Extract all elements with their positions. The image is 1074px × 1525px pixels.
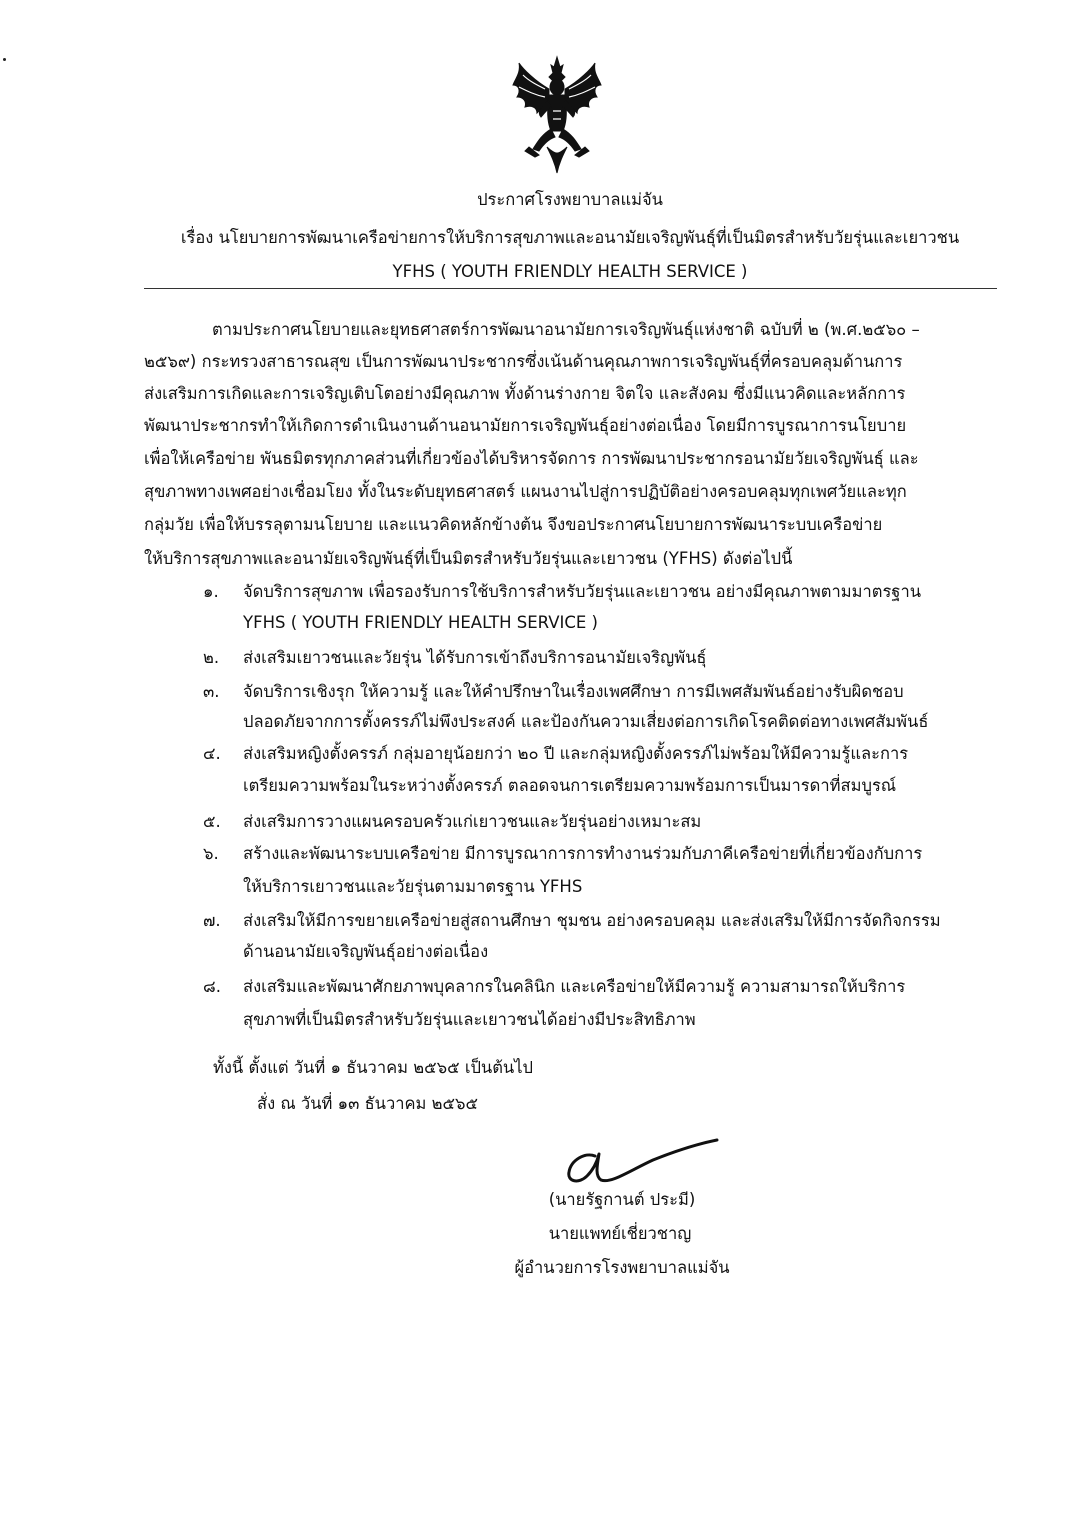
item-number: ๕. <box>203 812 221 831</box>
paragraph-line: เพื่อให้เครือข่าย พันธมิตรทุกภาคส่วนที่เกี่ยวข้องได้บริหารจัดการ การพัฒนาประชากรอนามัยวัยเจริญพันธุ์ และ <box>144 449 919 468</box>
signatory-name: (นายรัฐกานต์ ประมี) <box>548 1190 696 1209</box>
signatory-role: ผู้อำนวยการโรงพยาบาลแม่จัน <box>514 1258 730 1277</box>
signature-mark <box>561 1136 721 1188</box>
item-line: ส่งเสริมเยาวชนและวัยรุ่น ได้รับการเข้าถึงบริการอนามัยเจริญพันธุ์ <box>243 648 707 667</box>
item-line: ให้บริการเยาวชนและวัยรุ่นตามมาตรฐาน YFHS <box>243 877 583 896</box>
item-line: สุขภาพที่เป็นมิตรสำหรับวัยรุ่นและเยาวชนได้อย่างมีประสิทธิภาพ <box>243 1010 696 1029</box>
item-line: เตรียมความพร้อมในระหว่างตั้งครรภ์ ตลอดจนการเตรียมความพร้อมการเป็นมารดาที่สมบูรณ์ <box>243 776 897 795</box>
garuda-emblem-icon <box>511 55 603 175</box>
item-number: ๔. <box>203 744 221 763</box>
item-number: ๓. <box>203 682 220 701</box>
announcement-abbreviation: YFHS ( YOUTH FRIENDLY HEALTH SERVICE ) <box>392 262 748 281</box>
paragraph-line: ๒๕๖๙) กระทรวงสาธารณสุข เป็นการพัฒนาประชากรซึ่งเน้นด้านคุณภาพการเจริญพันธุ์ที่ครอบคลุมด้านการ <box>144 352 903 371</box>
item-line: สร้างและพัฒนาระบบเครือข่าย มีการบูรณาการการทำงานร่วมกับภาคีเครือข่ายที่เกี่ยวข้องกับการ <box>243 844 923 863</box>
item-line: YFHS ( YOUTH FRIENDLY HEALTH SERVICE ) <box>243 613 598 632</box>
ordered-date: สั่ง ณ วันที่ ๑๓ ธันวาคม ๒๕๖๕ <box>257 1094 478 1113</box>
item-line: ส่งเสริมการวางแผนครอบครัวแก่เยาวชนและวัยรุ่นอย่างเหมาะสม <box>243 812 702 831</box>
item-number: ๖. <box>203 844 219 863</box>
paragraph-line: ให้บริการสุขภาพและอนามัยเจริญพันธุ์ที่เป็นมิตรสำหรับวัยรุ่นและเยาวชน (YFHS) ดังต่อไปนี้ <box>144 549 793 568</box>
paragraph-line: ส่งเสริมการเกิดและการเจริญเติบโตอย่างมีคุณภาพ ทั้งด้านร่างกาย จิตใจ และสังคม ซึ่งมีแนวคิดและหลักการ <box>144 384 906 403</box>
item-line: ส่งเสริมหญิงตั้งครรภ์ กลุ่มอายุน้อยกว่า ๒๐ ปี และกลุ่มหญิงตั้งครรภ์ไม่พร้อมให้มีความรู้และการ <box>243 744 909 763</box>
paragraph-line: พัฒนาประชากรทำให้เกิดการดำเนินงานด้านอนามัยการเจริญพันธุ์อย่างต่อเนื่อง โดยมีการบูรณาการนโยบาย <box>144 416 907 435</box>
header-divider <box>144 288 997 289</box>
announcement-title: ประกาศโรงพยาบาลแม่จัน <box>477 190 663 209</box>
item-number: ๘. <box>203 977 221 996</box>
signatory-position: นายแพทย์เชี่ยวชาญ <box>548 1224 692 1243</box>
item-line: จัดบริการเชิงรุก ให้ความรู้ และให้คำปรึกษาในเรื่องเพศศึกษา การมีเพศสัมพันธ์อย่างรับผิดชอบ <box>243 682 904 701</box>
effective-date: ทั้งนี้ ตั้งแต่ วันที่ ๑ ธันวาคม ๒๕๖๕ เป็นต้นไป <box>213 1058 533 1077</box>
item-line: ปลอดภัยจากการตั้งครรภ์ไม่พึงประสงค์ และป้องกันความเสี่ยงต่อการเกิดโรคติดต่อทางเพศสัมพันธ์ <box>243 712 929 731</box>
paragraph-line: ตามประกาศนโยบายและยุทธศาสตร์การพัฒนาอนามัยการเจริญพันธุ์แห่งชาติ ฉบับที่ ๒ (พ.ศ.๒๕๖๐ – <box>212 320 920 339</box>
item-number: ๑. <box>203 582 219 601</box>
item-line: จัดบริการสุขภาพ เพื่อรองรับการใช้บริการสำหรับวัยรุ่นและเยาวชน อย่างมีคุณภาพตามมาตรฐาน <box>243 582 922 601</box>
paragraph-line: กลุ่มวัย เพื่อให้บรรลุตามนโยบาย และแนวคิดหลักข้างต้น จึงขอประกาศนโยบายการพัฒนาระบบเครือข่าย <box>144 515 883 534</box>
paragraph-line: สุขภาพทางเพศอย่างเชื่อมโยง ทั้งในระดับยุทธศาสตร์ แผนงานไปสู่การปฏิบัติอย่างครอบคลุมทุกเพศวัยและทุก <box>144 482 907 501</box>
item-line: ส่งเสริมและพัฒนาศักยภาพบุคลากรในคลินิก และเครือข่ายให้มีความรู้ ความสามารถให้บริการ <box>243 977 906 996</box>
item-number: ๒. <box>203 648 220 667</box>
item-line: ด้านอนามัยเจริญพันธุ์อย่างต่อเนื่อง <box>243 942 489 961</box>
announcement-subject: เรื่อง นโยบายการพัฒนาเครือข่ายการให้บริการสุขภาพและอนามัยเจริญพันธุ์ที่เป็นมิตรสำหรับวัยรุ่นและเยาวชน <box>180 228 960 247</box>
item-line: ส่งเสริมให้มีการขยายเครือข่ายสู่สถานศึกษา ชุมชน อย่างครอบคลุม และส่งเสริมให้มีการจัดกิจกรรม <box>243 911 941 930</box>
scan-speck <box>3 58 6 61</box>
item-number: ๗. <box>203 911 221 930</box>
